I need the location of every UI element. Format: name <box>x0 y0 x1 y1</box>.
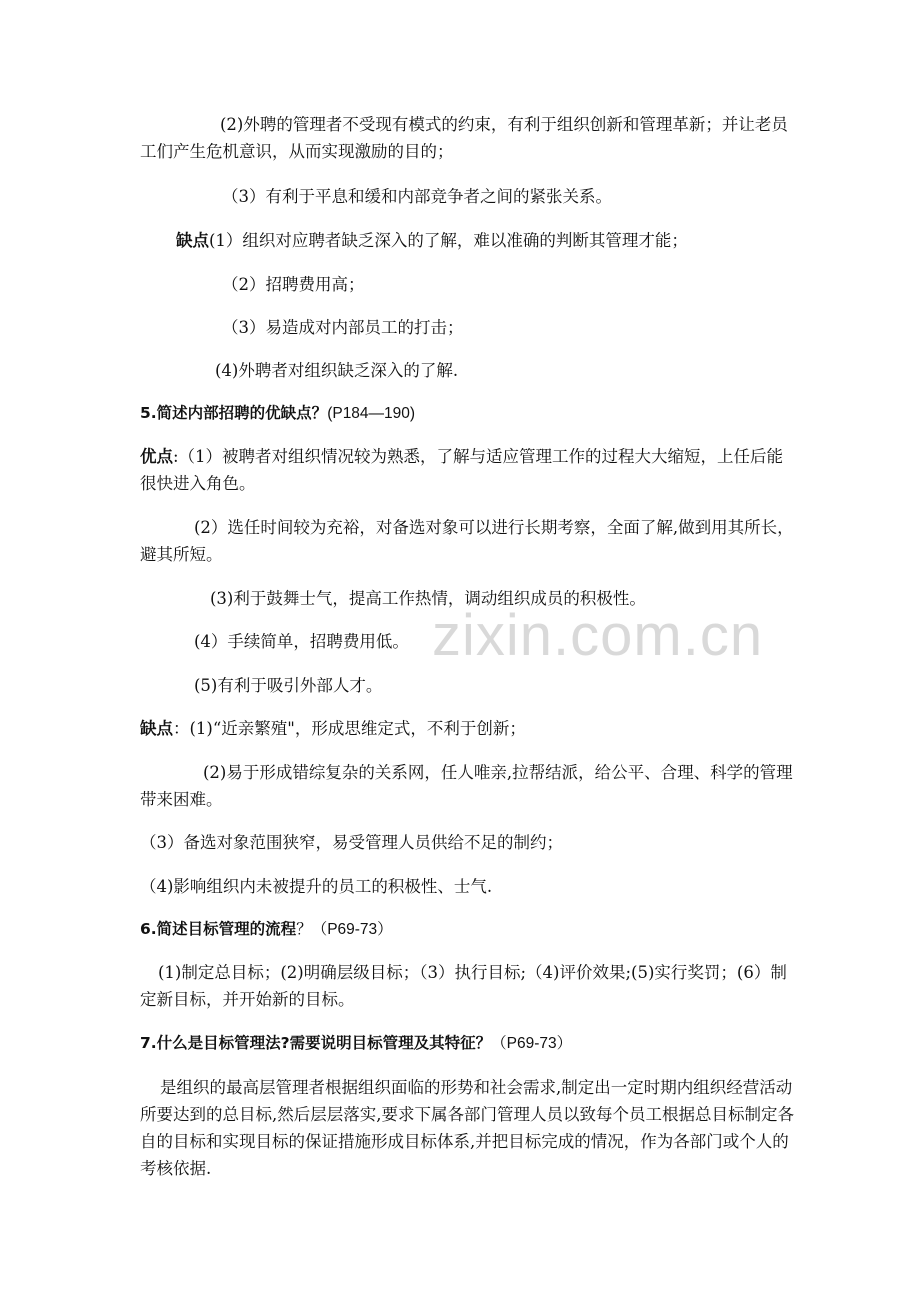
heading-question-5-ref: (P184—190) <box>327 405 416 422</box>
paragraph-internal-advantage-4: (4）手续简单，招聘费用低。 <box>194 632 409 651</box>
watermark: zixin.com.cn <box>432 603 764 668</box>
paragraph-mbo-definition: 是组织的最高层管理者根据组织面临的形势和社会需求,制定出一定时期内组织经营活动所要达到的总目标,然后层层落实,要求下属各部门管理人员以致每个员工根据总目标制定各自的目标和实现目标的保证措施形成目标体系,并把目标完成的情况，作为各部门或个人的考核依据. <box>140 1078 794 1178</box>
heading-question-6 <box>140 916 393 943</box>
paragraph-internal-disadvantage-2: (2)易于形成错综复杂的关系网，任人唯亲,拉帮结派，给公平、合理、科学的管理带来困难。 <box>140 763 793 809</box>
heading-question-7 <box>140 1030 572 1057</box>
heading-question-7-text: 7.什么是目标管理法?需要说明目标管理及其特征？ <box>140 1034 492 1052</box>
paragraph-external-disadvantage-3: （3）易造成对内部员工的打击； <box>222 318 464 337</box>
paragraph-external-advantage-3: （3）有利于平息和缓和内部竞争者之间的紧张关系。 <box>222 187 612 206</box>
disadvantage-text-2: ：(1)“近亲繁殖"，形成思维定式，不利于创新； <box>173 719 526 738</box>
paragraph-external-advantage-2: (2)外聘的管理者不受现有模式的约束，有利于组织创新和管理革新；并让老员工们产生危机意识，从而实现激励的目的； <box>140 115 788 161</box>
heading-question-6-ref: ？（P69-73） <box>296 921 393 938</box>
paragraph-internal-disadvantage-4: （4)影响组织内未被提升的员工的积极性、士气. <box>140 877 493 896</box>
heading-question-5-text: 5.简述内部招聘的优缺点？ <box>140 404 328 422</box>
advantage-text: :（1）被聘者对组织情况较为熟悉，了解与适应管理工作的过程大大缩短，上任后能很快进入角色。 <box>140 447 784 493</box>
paragraph-internal-advantage-3: (3)利于鼓舞士气，提高工作热情，调动组织成员的积极性。 <box>210 589 646 608</box>
heading-question-6-text: 6.简述目标管理的流程 <box>140 920 297 938</box>
paragraph-external-disadvantage-2: （2）招聘费用高； <box>222 275 365 294</box>
heading-question-5 <box>140 400 415 427</box>
paragraph-external-disadvantage-4: (4)外聘者对组织缺乏深入的了解. <box>215 361 459 380</box>
heading-question-7-ref: （P69-73） <box>491 1035 573 1052</box>
disadvantage-text: (1）组织对应聘者缺乏深入的了解，难以准确的判断其管理才能； <box>209 231 688 250</box>
paragraph-internal-advantage-5: (5)有利于吸引外部人才。 <box>194 676 383 695</box>
paragraph-internal-disadvantage-3: （3）备选对象范围狭窄，易受管理人员供给不足的制约； <box>140 833 563 852</box>
paragraph-internal-disadvantage-1 <box>140 715 526 742</box>
paragraph-external-disadvantage-1 <box>176 227 688 254</box>
paragraph-process-steps: (1)制定总目标；(2)明确层级目标；（3）执行目标;（4)评价效果;(5)实行奖罚；(6）制定新目标，并开始新的目标。 <box>140 963 787 1009</box>
advantage-label: 优点 <box>140 447 173 466</box>
paragraph-internal-advantage-1 <box>140 443 796 497</box>
paragraph-internal-advantage-2: (2）选任时间较为充裕，对备选对象可以进行长期考察，全面了解,做到用其所长，避其所短。 <box>140 518 794 564</box>
disadvantage-label: 缺点 <box>176 231 209 250</box>
disadvantage-label-2: 缺点 <box>140 719 173 738</box>
